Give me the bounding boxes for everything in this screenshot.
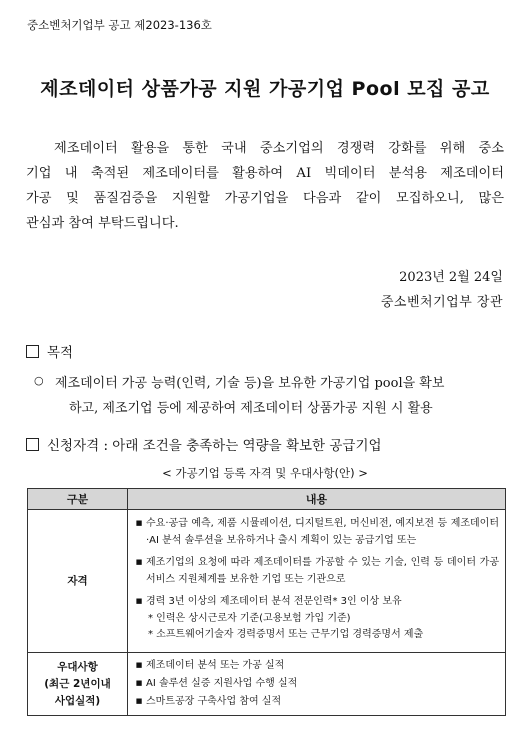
list-item [132,657,499,674]
square-bullet-icon: ■ [135,558,143,566]
list-item-text: 경력 3년 이상의 제조데이터 분석 전문인력* 3인 이상 보유 [146,596,402,607]
section-purpose-title: 목적 [47,345,74,361]
footnote: * 소프트웨어기술자 경력증명서 또는 근무기업 경력증명서 제출 [148,629,424,640]
square-bullet-icon: ■ [135,679,143,687]
header-content: 내용 [128,489,506,510]
category-label: (최근 2년이내 [44,677,111,690]
category-label: 자격 [67,574,88,587]
checkbox-square-icon [26,438,39,451]
category-label: 사업실적) [54,694,101,707]
qualification-table [27,488,506,716]
square-bullet-icon: ■ [135,519,143,527]
purpose-line-2: 하고, 제조기업 등에 제공하여 제조데이터 상품가공 지원 시 활용 [69,401,433,416]
list-item [132,693,499,710]
table-caption: < 가공기업 등록 자격 및 우대사항(안) > [162,466,368,480]
list-item-text: 스마트공장 구축사업 참여 실적 [146,696,282,707]
checkbox-square-icon [26,345,39,358]
list-item-text: AI 솔루션 실증 지원사업 수행 실적 [146,678,298,689]
list-item [132,675,499,692]
list-item [132,515,499,549]
circle-bullet-icon: ○ [34,374,44,387]
section-purpose-heading [26,341,73,361]
header-category: 구분 [28,489,128,510]
announcement-date: 2023년 2월 24일 [399,270,503,285]
category-label: 우대사항 [57,660,98,673]
list-item [132,554,499,588]
square-bullet-icon: ■ [135,697,143,705]
list-item [132,593,499,610]
list-item-text: 제조데이터 분석 또는 가공 실적 [146,660,285,671]
document-title: 제조데이터 상품가공 지원 가공기업 Pool 모집 공고 [40,78,490,100]
intro-line-3: 가공 및 품질검증을 지원할 가공기업을 다음과 같이 모집하오니, 많은 [26,191,504,206]
square-bullet-icon: ■ [135,597,143,605]
section-eligibility-heading [26,434,382,454]
footnote: * 인력은 상시근로자 기준(고용보험 가입 기준) [148,613,351,624]
intro-line-2: 기업 내 축적된 제조데이터를 활용하여 AI 빅데이터 분석용 제조데이터 [26,166,504,181]
issuer: 중소벤처기업부 장관 [380,295,503,310]
intro-line-4: 관심과 참여 부탁드립니다. [26,216,179,231]
square-bullet-icon: ■ [135,661,143,669]
list-item-text: 제조기업의 요청에 따라 제조데이터를 가공할 수 있는 기술, 인력 등 데이터 가공 서비스 지원체계를 보유한 기업 또는 기관으로 [146,557,499,585]
list-item-text: 수요·공급 예측, 제품 시뮬레이션, 디지털트윈, 머신비전, 예지보전 등 제조데이터·AI 분석 솔루션을 보유하거나 출시 계획이 있는 공급기업 또는 [146,518,499,546]
intro-line-1: 제조데이터 활용을 통한 국내 중소기업의 경쟁력 강화를 위해 중소 [54,141,504,156]
purpose-line-1: 제조데이터 가공 능력(인력, 기술 등)을 보유한 가공기업 pool을 확보 [55,376,445,391]
announcement-number: 중소벤처기업부 공고 제2023-136호 [27,18,212,32]
content-cell [128,510,506,653]
table-row-qualification [28,510,506,653]
category-cell [28,510,128,653]
section-eligibility-title: 신청자격 : 아래 조건을 충족하는 역량을 확보한 공급기업 [47,438,382,454]
table-row-preference [28,653,506,716]
category-cell [28,653,128,716]
table-header-row [28,489,506,510]
content-cell [128,653,506,716]
